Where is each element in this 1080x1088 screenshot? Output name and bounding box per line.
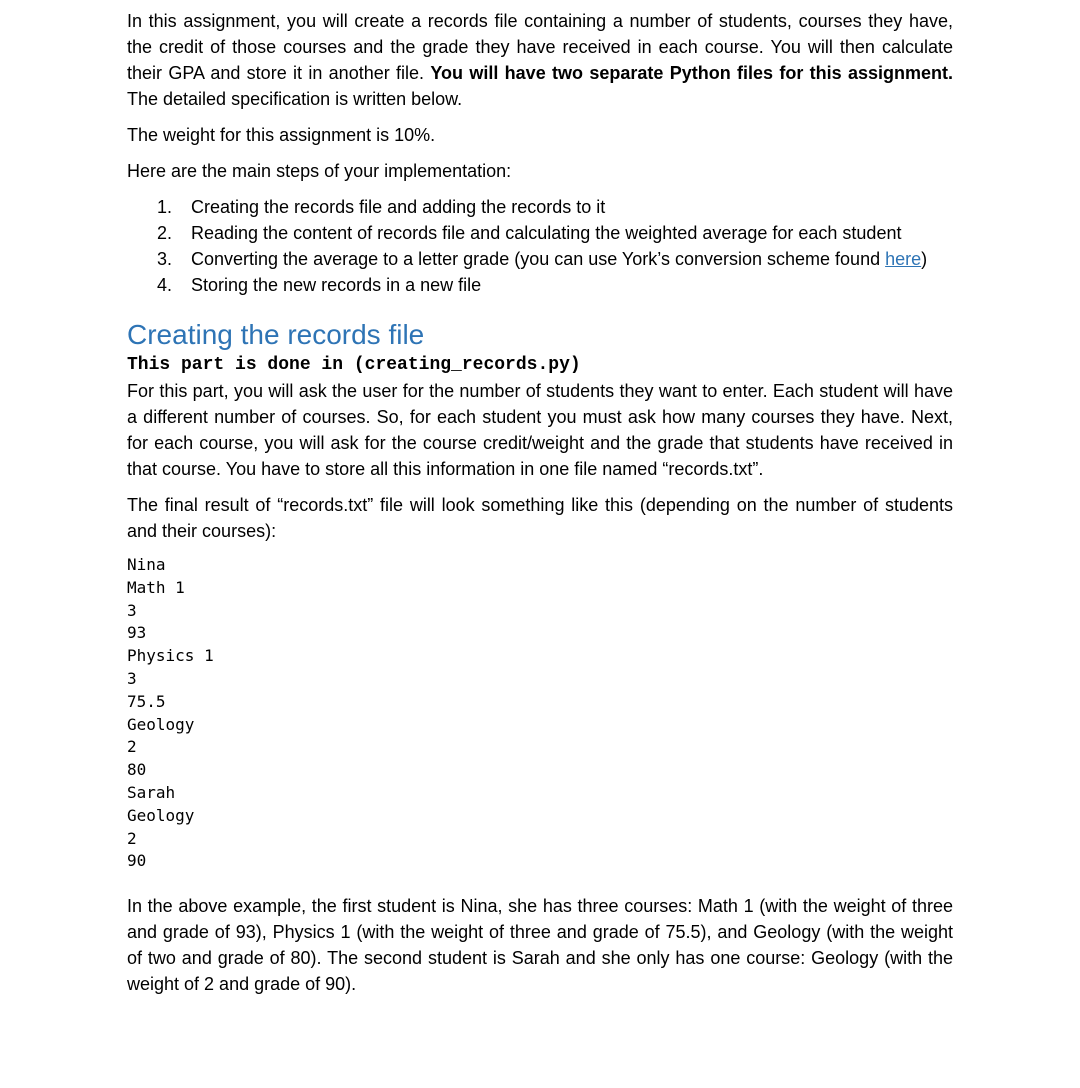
intro-text-b: The detailed specification is written below. bbox=[127, 89, 463, 109]
step-item bbox=[127, 194, 953, 220]
step-text: Reading the content of records file and calculating the weighted average for each student bbox=[191, 223, 902, 243]
document-page bbox=[127, 8, 953, 1007]
step-item bbox=[127, 272, 953, 298]
section-heading: Creating the records file bbox=[127, 319, 425, 350]
section-paragraph-2: The final result of “records.txt” file will look something like this (depending on the number of students and their courses): bbox=[127, 495, 953, 541]
intro-paragraph bbox=[127, 8, 953, 112]
record-line: 2 bbox=[127, 737, 137, 757]
record-line: 2 bbox=[127, 828, 137, 848]
intro-text-a: In this assignment, you will create a records file containing a number of students, courses they have, the credit of those courses and the grade they have received in each course. You will then calculate their GPA and store it in another file. bbox=[127, 11, 953, 83]
record-line: 3 bbox=[127, 668, 137, 688]
section-paragraph-1: For this part, you will ask the user for the number of students they want to enter. Each student will have a different number of courses. So, for each student you must ask how many courses they have. Next, for each course, you will ask for the course credit/weight and the grade that students have received in that course. You have to store all this information in one file named “records.txt”. bbox=[127, 381, 953, 479]
step-text-after: ) bbox=[921, 249, 928, 269]
record-line: Physics 1 bbox=[127, 646, 214, 666]
record-line: Geology bbox=[127, 714, 195, 734]
step-item bbox=[127, 220, 953, 246]
steps-list bbox=[127, 194, 953, 298]
step-number: 4. bbox=[157, 275, 173, 295]
records-example bbox=[127, 554, 953, 873]
code-file-note: This part is done in (creating_records.py) bbox=[127, 355, 581, 375]
section-paragraph-3: In the above example, the first student is Nina, she has three courses: Math 1 (with the weight of three and grade of 93), Physics 1 (with the weight of three and grade of 75.5), and Geology (with the weight of two and grade of 80). The second student is Sarah and she only has one course: Geology (with the weight of 2 and grade of 90). bbox=[127, 896, 953, 995]
record-line: 75.5 bbox=[127, 691, 166, 711]
step-number: 2. bbox=[157, 223, 173, 243]
step-number: 3. bbox=[157, 249, 173, 269]
weight-paragraph: The weight for this assignment is 10%. bbox=[127, 125, 436, 145]
step-number: 1. bbox=[157, 197, 173, 217]
step-text: Creating the records file and adding the records to it bbox=[191, 197, 606, 217]
record-line: Nina bbox=[127, 555, 166, 574]
record-line: Math 1 bbox=[127, 577, 185, 597]
record-line: 80 bbox=[127, 760, 147, 780]
steps-intro-paragraph: Here are the main steps of your implementation: bbox=[127, 161, 512, 181]
step-text: Storing the new records in a new file bbox=[191, 275, 482, 295]
record-line: 90 bbox=[127, 851, 147, 871]
record-line: 93 bbox=[127, 623, 147, 643]
record-line: 3 bbox=[127, 600, 137, 620]
record-line: Sarah bbox=[127, 782, 176, 802]
step-text: Converting the average to a letter grade (you can use York’s conversion scheme found bbox=[191, 249, 886, 269]
step-item bbox=[127, 246, 953, 272]
intro-text-bold: You will have two separate Python files for this assignment. bbox=[430, 63, 954, 83]
record-line: Geology bbox=[127, 805, 195, 825]
york-conversion-link[interactable]: here bbox=[885, 249, 922, 269]
